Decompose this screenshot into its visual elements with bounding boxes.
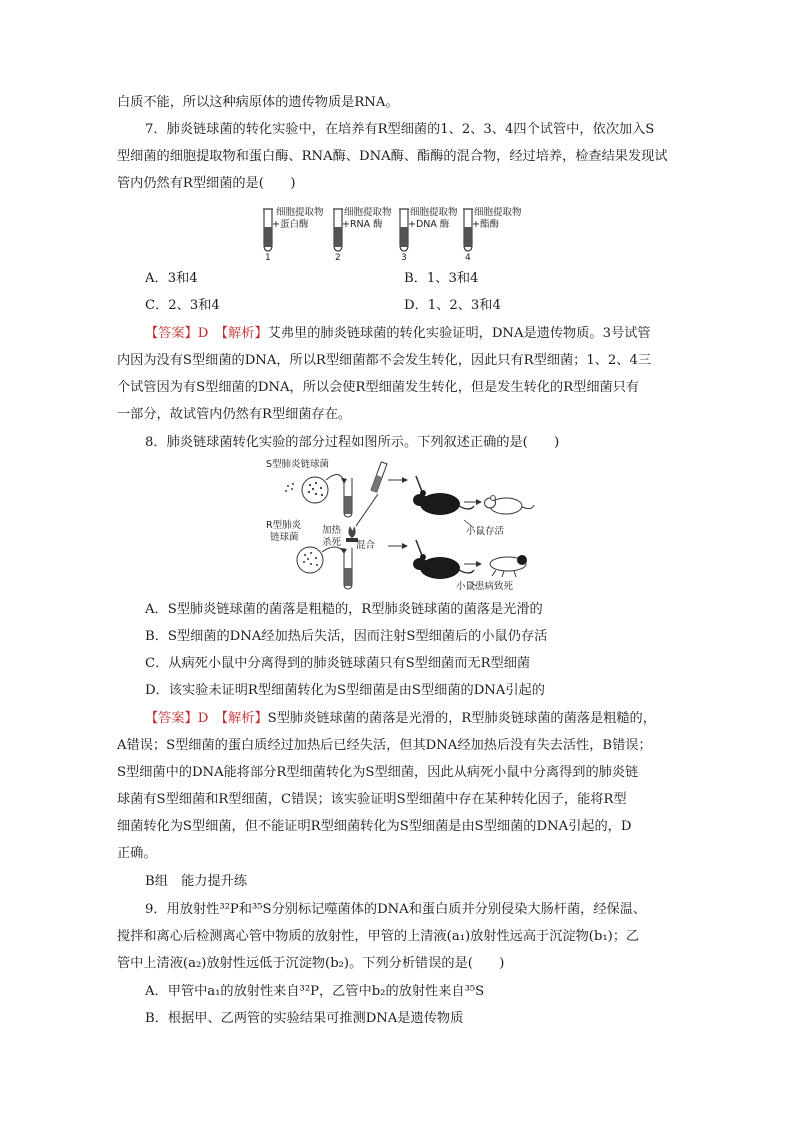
question-9-stem: 9．用放射性³²P和³⁵S分别标记噬菌体的DNA和蛋白质并分别侵染大肠杆菌，经保温、 [145, 902, 647, 917]
mix-label: 混合 [356, 540, 376, 551]
question-9-stem: 搅拌和离心后检测离心管中物质的放射性，甲管的上清液(a₁)放射性远高于沉淀物(b₁)；乙 [117, 929, 640, 944]
answer-text: 细菌转化为S型细菌，但不能证明R型细菌转化为S型细菌是由S型细菌的DNA引起的，D [117, 819, 632, 834]
kill-label: 杀死 [322, 537, 342, 548]
answer-text: 球菌有S型细菌和R型细菌，C错误；该实验证明S型细菌中存在某种转化因子，能将R型 [117, 792, 627, 807]
question-7-option-a: A．3和4 [145, 271, 198, 286]
tube-2-label-bottom: +RNA 酶 [342, 219, 383, 230]
question-7-option-c: C．2、3和4 [145, 298, 220, 313]
question-8-option-b: B．S型细菌的DNA经加热后失活，因而注射S型细菌后的小鼠仍存活 [145, 629, 548, 644]
tube-2-number: 2 [335, 253, 341, 261]
answer-tag: 【答案】D 【解析】 [145, 711, 268, 726]
tube-4-number: 4 [465, 253, 471, 261]
question-8-option-d: D．该实验未证明R型细菌转化为S型细菌是由S型细菌的DNA引起的 [145, 683, 545, 698]
answer-text: 正确。 [117, 846, 157, 861]
r-strain-culture-dish [297, 547, 323, 573]
question-7-option-b: B．1、3和4 [404, 271, 479, 286]
question-7-option-d: D．1、2、3和4 [404, 298, 501, 313]
tube-3 [399, 206, 458, 261]
tube-3-label-bottom: +DNA 酶 [408, 219, 450, 230]
question-8-answer [145, 706, 656, 732]
s-strain-culture-dish [302, 477, 328, 503]
transformation-experiment-figure [260, 456, 560, 592]
tube-4-label-bottom: +酯酶 [472, 219, 499, 230]
answer-text: 艾弗里的肺炎链球菌的转化实验证明，DNA是遗传物质。3号试管 [267, 326, 651, 341]
test-tubes-figure [258, 203, 538, 261]
tube-2-label-top: 细胞提取物 [344, 207, 392, 218]
mouse-dead [490, 555, 527, 577]
mouse-die-label: 小鼠患病致死 [456, 581, 514, 592]
question-8-option-a: A．S型肺炎链球菌的菌落是粗糙的，R型肺炎链球菌的菌落是光滑的 [145, 602, 543, 617]
answer-text: S型肺炎链球菌的菌落是光滑的，R型肺炎链球菌的菌落是粗糙的， [267, 711, 656, 726]
mouse-survive-label: 小鼠存活 [466, 526, 505, 537]
tube-1 [263, 206, 324, 261]
s-strain-label: S型肺炎链球菌 [266, 459, 330, 470]
question-7-stem: 管内仍然有R型细菌的是( ) [117, 176, 296, 191]
mixed-tube [344, 548, 352, 589]
answer-text: 一部分，故试管内仍然有R型细菌存在。 [117, 407, 352, 422]
question-8-option-c: C．从病死小鼠中分离得到的肺炎链球菌只有S型细菌而无R型细菌 [145, 656, 531, 671]
tube-4-label-top: 细胞提取物 [474, 207, 522, 218]
mouse-survived [485, 496, 535, 514]
r-strain-label-2: 链球菌 [270, 532, 299, 543]
question-7-stem: 7．肺炎链球菌的转化实验中，在培养有R型细菌的1、2、3、4四个试管中，依次加入S [145, 122, 655, 137]
r-strain-label-1: R型肺炎 [266, 520, 302, 531]
tube-1-label-bottom: +蛋白酶 [272, 219, 309, 230]
tube-3-number: 3 [401, 253, 407, 261]
mouse-lower [413, 554, 474, 579]
heat-label: 加热 [322, 525, 342, 536]
tube-4 [463, 206, 522, 261]
pipette [371, 462, 387, 492]
tube-1-label-top: 细胞提取物 [276, 207, 324, 218]
tube-3-label-top: 细胞提取物 [410, 207, 458, 218]
answer-text: A错误；S型细菌的蛋白质经过加热后已经失活，但其DNA经加热后没有失去活性，B错误； [117, 738, 652, 753]
question-9-option-b: B．根据甲、乙两管的实验结果可推测DNA是遗传物质 [145, 1011, 464, 1026]
question-7-stem: 型细菌的细胞提取物和蛋白酶、RNA酶、DNA酶、酯酶的混合物，经过培养，检查结果发现试 [117, 149, 668, 164]
question-7-answer [145, 321, 651, 347]
tube-1-number: 1 [265, 253, 271, 261]
answer-text: S型细菌中的DNA能将部分R型细菌转化为S型细菌，因此从病死小鼠中分离得到的肺炎链 [117, 765, 639, 780]
answer-text: 个试管因为有S型细菌的DNA，所以会使R型细菌发生转化，但是发生转化的R型细菌只有 [117, 380, 640, 395]
section-heading: B组 能力提升练 [145, 874, 248, 889]
s-strain-tube [344, 478, 352, 517]
question-9-stem: 管中上清液(a₂)放射性远低于沉淀物(b₂)。下列分析错误的是( ) [117, 956, 505, 971]
question-8-stem: 8．肺炎链球菌转化实验的部分过程如图所示。下列叙述正确的是( ) [145, 435, 560, 450]
bacteria-dots [285, 483, 294, 492]
text-line: 白质不能，所以这种病原体的遗传物质是RNA。 [117, 95, 399, 110]
question-9-option-a: A．甲管中a₁的放射性来自³²P，乙管中b₂的放射性来自³⁵S [145, 984, 485, 999]
answer-text: 内因为没有S型细菌的DNA，所以R型细菌都不会发生转化，因此只有R型细菌；1、2、4三 [117, 353, 652, 368]
tube-2 [333, 206, 392, 261]
answer-tag: 【答案】D 【解析】 [145, 326, 268, 341]
